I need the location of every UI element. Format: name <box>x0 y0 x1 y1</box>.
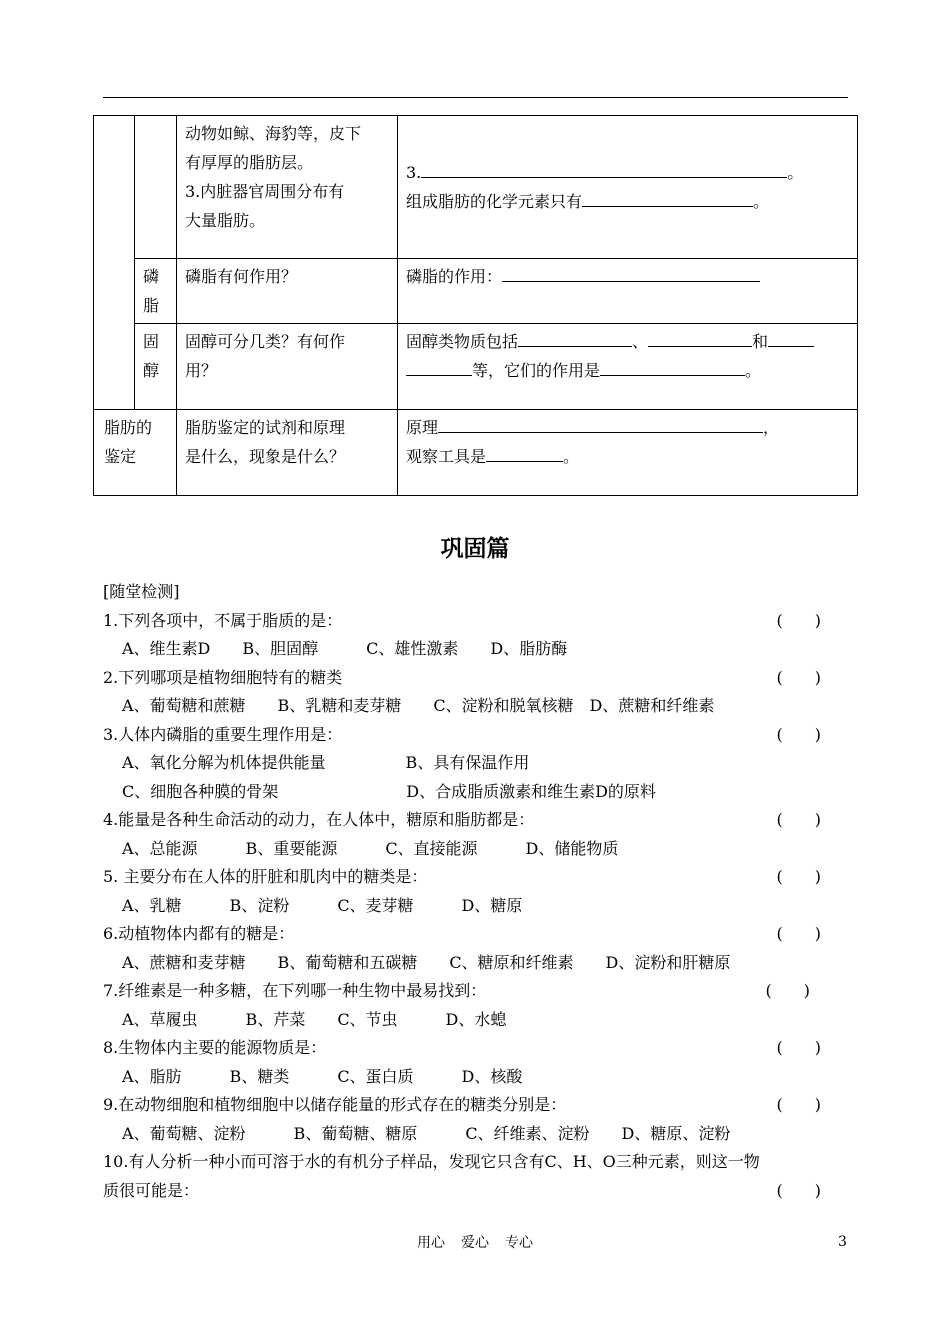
answer-bracket[interactable]: ( ) <box>776 810 821 829</box>
answer-bracket[interactable]: ( ) <box>776 867 821 886</box>
fat-desc-line: 3.内脏器官周围分布有 <box>185 182 345 201</box>
options-text: C、细胞各种膜的骨架 D、合成脂质激素和维生素D的原料 <box>122 781 656 801</box>
lipid-category-cell <box>94 116 135 410</box>
question-text: 5. 主要分布在人体的肝脏和肌肉中的糖类是： <box>103 867 428 886</box>
options-text: A、葡萄糖、淀粉 B、葡萄糖、糖原 C、纤维素、淀粉 D、糖原、淀粉 <box>122 1123 731 1143</box>
fill-blank[interactable] <box>648 328 752 347</box>
fill-blank[interactable] <box>486 443 563 462</box>
quiz-question <box>103 1177 848 1206</box>
fat-desc-line: 大量脂肪。 <box>185 211 266 230</box>
fat-description-cell <box>177 116 398 259</box>
answer-bracket[interactable]: ( ) <box>776 1180 821 1200</box>
fill-blank[interactable] <box>518 328 632 347</box>
fat-desc-line: 动物如鲸、海豹等，皮下 <box>185 124 362 143</box>
question-text: 7.纤维素是一种多糖，在下列哪一种生物中最易找到： <box>103 981 487 1000</box>
study-table <box>93 115 858 496</box>
answer-bracket[interactable]: ( ) <box>776 1038 821 1057</box>
options-text: A、总能源 B、重要能源 C、直接能源 D、储能物质 <box>122 838 619 858</box>
options-text: A、乳糖 B、淀粉 C、麦芽糖 D、糖原 <box>122 895 523 915</box>
fill-blank[interactable] <box>502 263 760 282</box>
answer-bracket[interactable]: ( ) <box>776 667 821 687</box>
question-text: 9.在动物细胞和植物细胞中以储存能量的形式存在的糖类分别是： <box>103 1095 567 1114</box>
fill-blank[interactable] <box>438 414 763 433</box>
options-text: A、氧化分解为机体提供能量 B、具有保温作用 <box>122 753 530 772</box>
fat-answer-line-2: 组成脂肪的化学元素只有 。 <box>406 187 849 216</box>
quiz-question <box>103 863 848 892</box>
quiz-question <box>103 607 848 636</box>
quiz-heading: [随堂检测] <box>103 582 180 601</box>
options-text: A、葡萄糖和蔗糖 B、乳糖和麦芽糖 C、淀粉和脱氧核糖 D、蔗糖和纤维素 <box>122 696 715 715</box>
table-row-fat <box>94 116 858 259</box>
fat-answer-cell <box>398 116 858 259</box>
answer-bracket[interactable]: ( ) <box>776 724 821 744</box>
options-text: A、草履虫 B、芹菜 C、节虫 D、水螅 <box>122 1009 507 1029</box>
sterol-question-cell: 固醇可分几类？有何作 用？ <box>177 324 398 410</box>
quiz-options <box>103 692 848 721</box>
quiz-options <box>103 1006 848 1035</box>
quiz-options <box>103 1120 848 1149</box>
question-text: 10.有人分析一种小而可溶于水的有机分子样品，发现它只含有C、H、O三种元素，则这一物 <box>103 1152 760 1171</box>
quiz-question <box>103 1091 848 1120</box>
answer-bracket[interactable]: ( ) <box>765 981 810 1000</box>
quiz-question <box>103 920 848 949</box>
quiz-question <box>103 806 848 835</box>
options-text: A、蔗糖和麦芽糖 B、葡萄糖和五碳糖 C、糖原和纤维素 D、淀粉和肝糖原 <box>122 952 731 972</box>
quiz-question <box>103 977 848 1006</box>
quiz-question <box>103 664 848 693</box>
phospholipid-name-cell: 磷 脂 <box>135 259 177 324</box>
quiz-options <box>103 635 848 664</box>
quiz-options <box>103 835 848 864</box>
table-row-phospholipid <box>94 259 858 324</box>
question-text: 3.人体内磷脂的重要生理作用是： <box>103 724 343 744</box>
fat-desc-line: 有厚厚的脂肪层。 <box>185 153 314 172</box>
quiz-options <box>103 892 848 921</box>
fill-blank[interactable] <box>600 357 745 376</box>
quiz-question <box>103 1148 848 1177</box>
phospholipid-answer-cell: 磷脂的作用： <box>398 259 858 324</box>
fat-test-label-cell: 脂肪的 鉴定 <box>94 410 177 496</box>
question-text: 8.生物体内主要的能源物质是： <box>103 1038 327 1057</box>
quiz-options <box>103 749 848 778</box>
question-text: 质很可能是： <box>103 1180 200 1200</box>
quiz-options <box>103 1063 848 1092</box>
question-text: 1.下列各项中，不属于脂质的是： <box>103 610 343 630</box>
quiz-question <box>103 721 848 750</box>
question-text: 2.下列哪项是植物细胞特有的糖类 <box>103 667 343 687</box>
fat-answer-line-1: 3. 。 <box>406 158 849 187</box>
sterol-answer-cell: 固醇类物质包括 、 和 等，它们的作用是 。 <box>398 324 858 410</box>
section-title: 巩固篇 <box>440 536 510 562</box>
fat-name-cell <box>135 116 177 259</box>
page-number: 3 <box>838 1234 847 1250</box>
fill-blank[interactable] <box>582 188 753 207</box>
fat-test-question-cell: 脂肪鉴定的试剂和原理 是什么，现象是什么？ <box>177 410 398 496</box>
fill-blank[interactable] <box>421 159 787 178</box>
quiz-question <box>103 1034 848 1063</box>
fill-blank[interactable] <box>406 357 472 376</box>
phospholipid-question-cell: 磷脂有何作用？ <box>177 259 398 324</box>
table-row-fat-test <box>94 410 858 496</box>
header-rule <box>103 97 848 98</box>
fat-test-answer-cell: 原理 ， 观察工具是 。 <box>398 410 858 496</box>
quiz-options <box>103 778 848 807</box>
options-text: A、脂肪 B、糖类 C、蛋白质 D、核酸 <box>122 1066 523 1086</box>
footer: 用心 爱心 专心 <box>417 1235 533 1251</box>
fill-blank[interactable] <box>768 328 814 347</box>
quiz-options <box>103 949 848 978</box>
sterol-name-cell: 固 醇 <box>135 324 177 410</box>
answer-bracket[interactable]: ( ) <box>776 924 821 943</box>
question-text: 4.能量是各种生命活动的动力，在人体中，糖原和脂肪都是： <box>103 810 535 829</box>
answer-bracket[interactable]: ( ) <box>776 610 821 630</box>
table-row-sterol <box>94 324 858 410</box>
quiz-section <box>103 578 848 1205</box>
question-text: 6.动植物体内都有的糖是： <box>103 924 295 943</box>
options-text: A、维生素D B、胆固醇 C、雄性激素 D、脂肪酶 <box>122 639 568 658</box>
answer-bracket[interactable]: ( ) <box>776 1095 821 1114</box>
